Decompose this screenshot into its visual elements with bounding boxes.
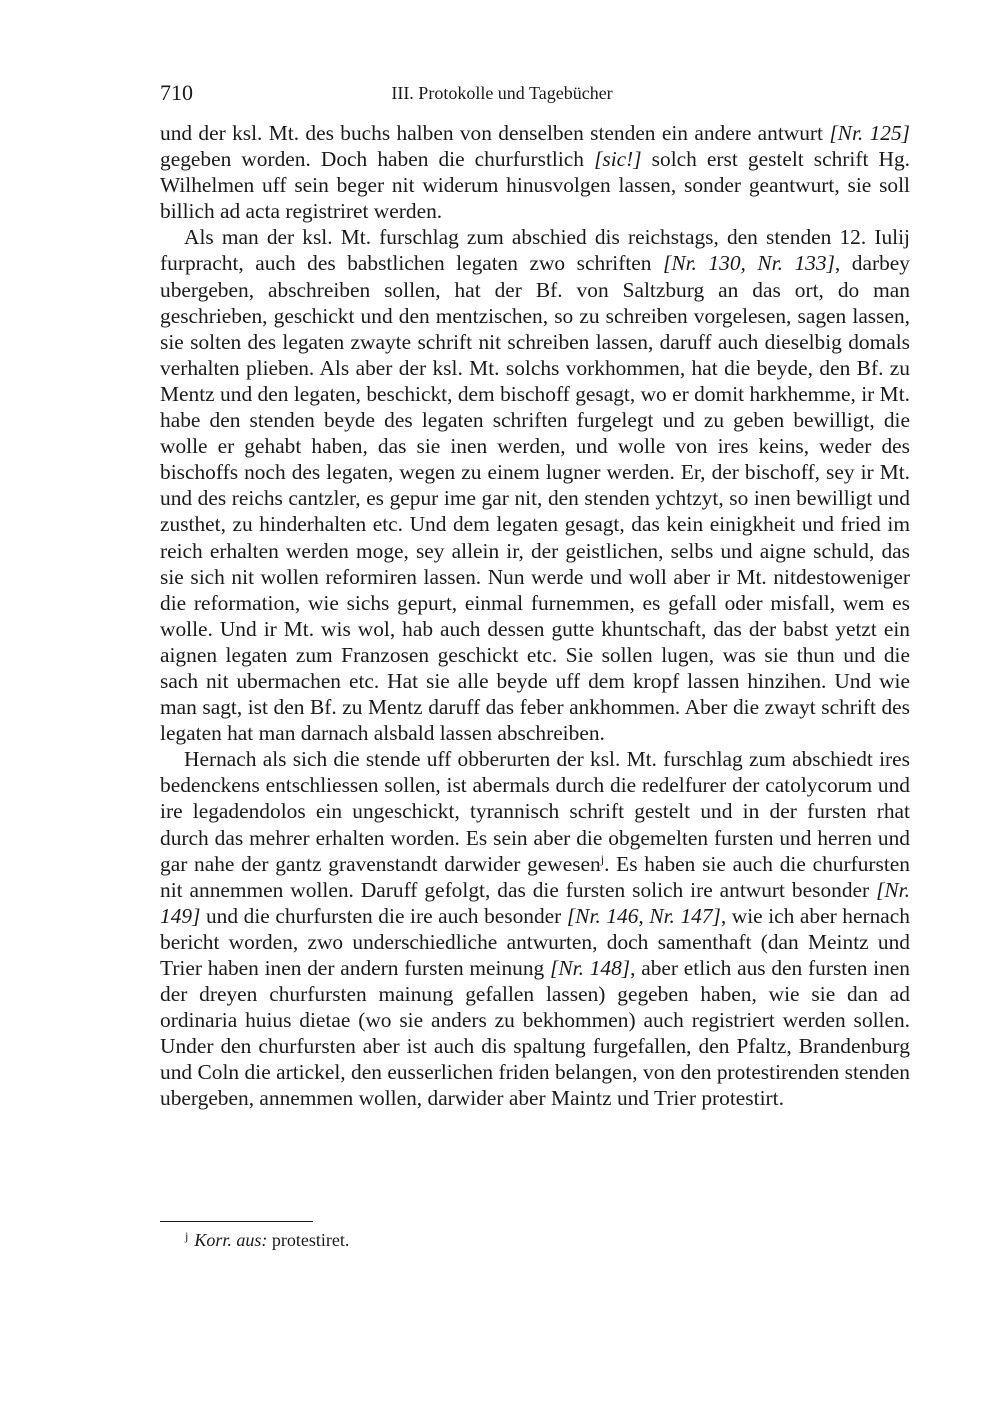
page-number: 710 bbox=[160, 80, 193, 105]
text-segment: , aber etlich aus den fursten inen der dreyen churfursten mainung gefallen lassen) gegeben haben, wie sie dan ad ordinaria huius dietae (wo sie anders zu bekhommen) auch registriert werden sollen. Under den churfursten aber ist auch dis spaltung furgefallen, den Pfaltz, Brandenburg und Coln die artickel, den eusserlichen friden belangen, von den protestirenden stenden ubergeben, annemmen wollen, darwider aber Maintz und Trier protestirt. bbox=[160, 956, 910, 1111]
text-segment: Als man der ksl. Mt. furschlag zum abschied dis reichstags, den stenden 12. Iulij furpracht, auch des babstlichen legaten zwo schriften bbox=[160, 225, 910, 276]
text-segment: solch erst gestelt schrift Hg. Wilhelmen uff sein beger nit widerum hinusvolgen lassen, sonder geantwurt, sie soll billich ad acta registriret werden. bbox=[160, 147, 911, 224]
footnote-divider bbox=[160, 1221, 313, 1222]
text-segment: . Es haben sie auch die churfursten nit annemmen wollen. Daruff gefolgt, das die fursten solich ire antwurt besonder bbox=[160, 851, 910, 902]
main-text bbox=[160, 120, 910, 1112]
text-segment: , wie ich aber hernach bericht worden, zwo underschiedliche antwurten, doch samenthaft (dan Meintz und Trier haben inen der andern fursten meinung bbox=[160, 903, 910, 980]
document-reference: [Nr. 130, Nr. 133] bbox=[663, 251, 835, 276]
document-reference: [Nr. 125] bbox=[829, 121, 911, 145]
footnote-marker: j bbox=[185, 1229, 189, 1243]
footnote-marker: j bbox=[600, 851, 605, 866]
text-segment: Hernach als sich die stende uff obberurten der ksl. Mt. furschlag zum abschiedt ires bedenckens entschliessen sollen, ist abermals durch die redelfurer der catolycorum und ire legadendolos ein ungeschickt, tyrannisch schrift gestelt und in der fursten rhat durch das mehrer erhalten worden. Es sein aber die obgemelten fursten und herren und gar nahe der gantz gravenstandt darwider gewesen bbox=[160, 747, 910, 876]
text-segment: gegeben worden. Doch haben die churfurstlich bbox=[160, 147, 595, 172]
document-reference: [Nr. 146, Nr. 147] bbox=[566, 903, 721, 928]
document-reference: [Nr. 149] bbox=[160, 877, 910, 928]
paragraph-2 bbox=[160, 224, 910, 746]
paragraph-1 bbox=[160, 120, 910, 224]
document-reference: [Nr. 148] bbox=[550, 956, 631, 980]
footnote-text: protestiret. bbox=[267, 1230, 350, 1250]
paragraph-3 bbox=[160, 746, 910, 1111]
text-segment: und die churfursten die ire auch besonder bbox=[200, 903, 567, 928]
running-head: III. Protokolle und Tagebücher bbox=[391, 83, 613, 103]
text-segment: , darbey ubergeben, abschreiben sollen, hat der Bf. von Saltzburg an das ort, do man geschrieben, geschickt und den mentzischen, so zu schreiben vorgelesen, sagen lassen, sie solten des legaten zwayte schrift nit schreiben lassen, daruff auch dieselbig domals verhalten plieben. Als aber der ksl. Mt. solchs vorkhommen, hat die beyde, den Bf. zu Mentz und den legaten, beschickt, dem bischoff gesagt, wo er domit harkhemme, ir Mt. habe den stenden beyde des legaten schriften furgelegt und zu geben bewilligt, die wolle er gehabt haben, das sie inen werden, und wolle von ires keins, weder des bischoffs noch des legaten, wegen zu einem lugner werden. Er, der bischoff, sey ir Mt. und des reichs cantzler, es gepur ime gar nit, den stenden ychtzyt, so inen bewilligt und zusthet, zu hinderhalten etc. Und dem legaten gesagt, das kein einigkheit und fried im reich erhalten werden moge, sey allein ir, der geistlichen, selbs und aigne schuld, das sie sich nit wollen reformiren lassen. Nun werde und woll aber ir Mt. nitdestoweniger die reformation, wie sichs gepurt, einmal furnemmen, es gefall oder misfall, wem es wolle. Und ir Mt. wis wol, hab auch dessen gutte khuntschaft, das der babst yetzt ein aignen legaten zum Franzosen geschickt etc. Sie sollen lugen, was sie thun und die sach nit ubermachen etc. Hat sie alle beyde uff dem kropf lassen hinzihen. Und wie man sagt, ist den Bf. zu Mentz daruff das feber ankhommen. Aber die zwayt schrift des legaten hat man darnach alsbald lassen abschreiben. bbox=[160, 251, 910, 746]
footnote-label: Korr. aus: bbox=[194, 1230, 268, 1250]
editorial-note: [sic!] bbox=[594, 147, 642, 172]
text-segment: und der ksl. Mt. des buchs halben von denselben stenden ein andere antwurt bbox=[160, 121, 830, 145]
footnote bbox=[185, 1228, 349, 1252]
